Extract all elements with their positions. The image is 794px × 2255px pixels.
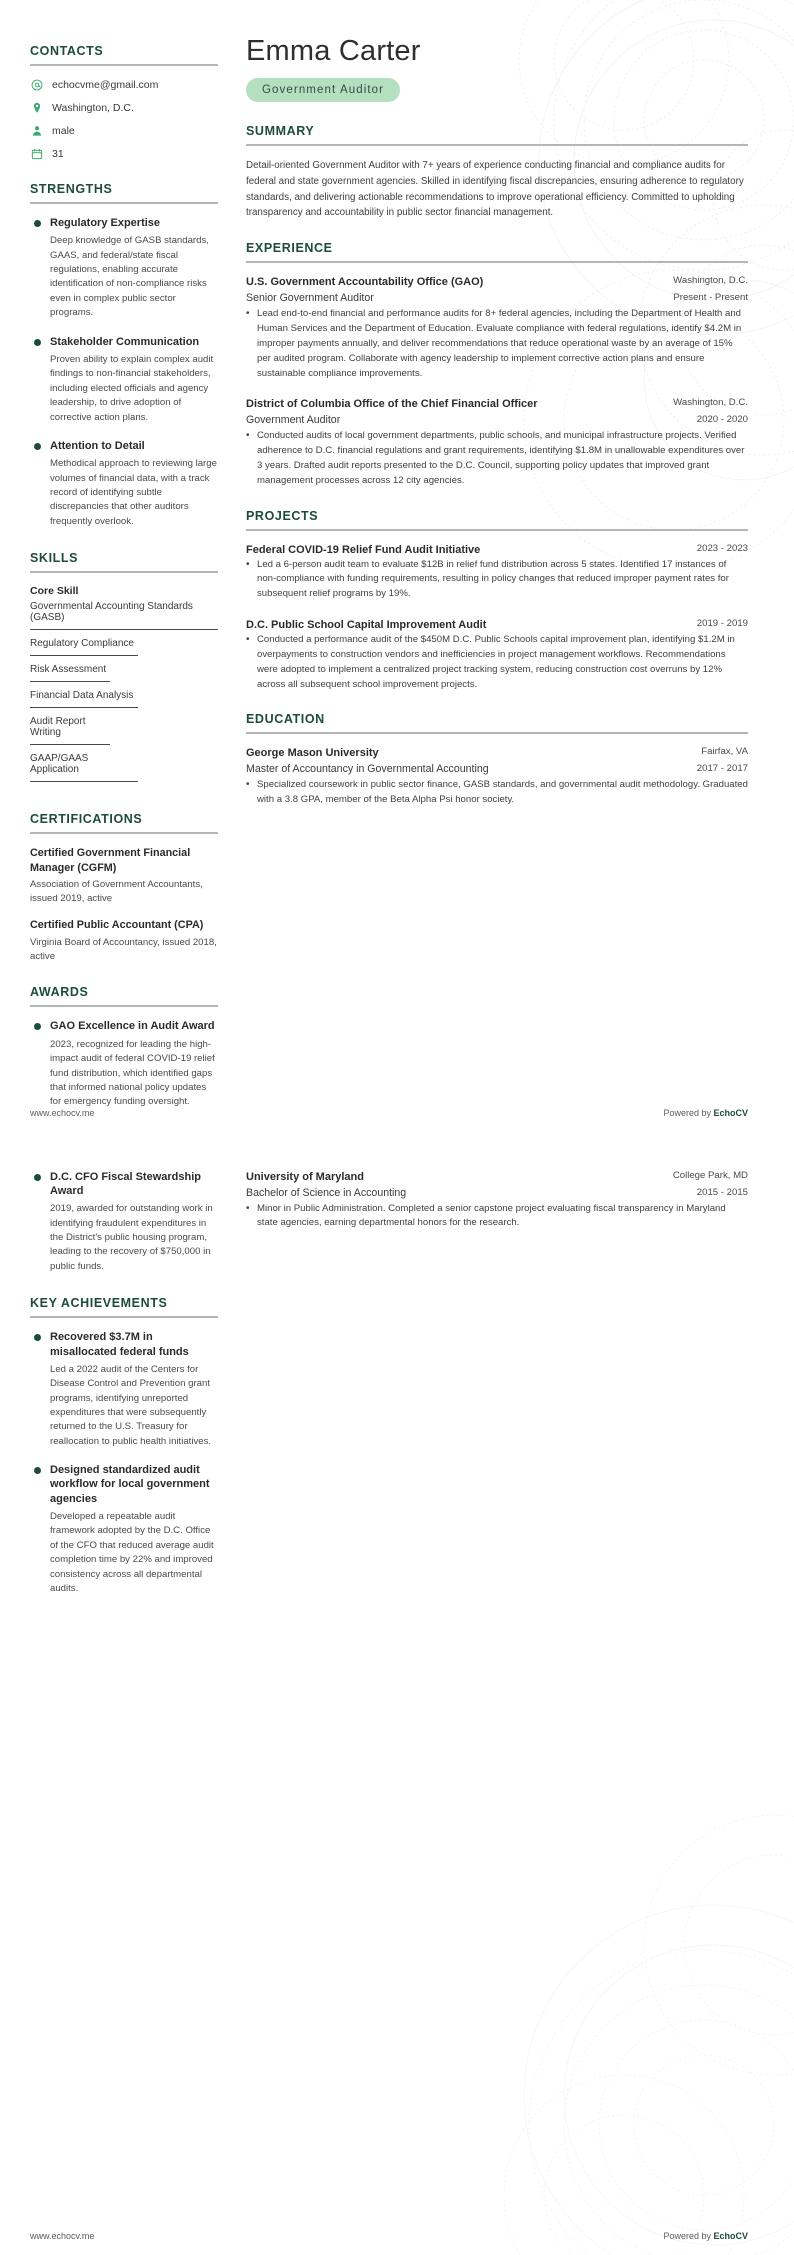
certification-item xyxy=(30,918,218,963)
award-desc: 2019, awarded for outstanding work in identifying fraudulent expenditures in the District's public housing program, leading to the recovery of $750,000 in public funds. xyxy=(50,1203,213,1272)
experience-role: Government Auditor xyxy=(246,414,341,427)
summary-text: Detail-oriented Government Auditor with 7+ years of experience conducting financial and compliance audits for federal and state government agencies. Skilled in identifying fiscal discrepancies, ensuring adherence to regulatory standards, and delivering actionable recommendations to improve operational efficiency. Committed to upholding transparency and accountability in public sector financial management. xyxy=(246,159,744,219)
education-entry xyxy=(246,746,748,808)
project-title: Federal COVID-19 Relief Fund Audit Initiative xyxy=(246,543,481,556)
education-degree: Bachelor of Science in Accounting xyxy=(246,1186,407,1199)
strength-desc: Deep knowledge of GASB standards, GAAS, and federal/state fiscal regulations, enabling accurate identification of non-compliance risks even in complex public sector programs. xyxy=(50,235,209,319)
contact-email[interactable] xyxy=(30,78,218,91)
contact-age xyxy=(30,147,218,160)
skill-chip: Audit Report Writing xyxy=(30,716,110,745)
core-skill-value: Governmental Accounting Standards (GASB) xyxy=(30,601,218,630)
key-achievement-desc: Developed a repeatable audit framework adopted by the D.C. Office of the CFO that reduced average audit completion time by 22% and improved consistency across all departmental audits. xyxy=(50,1511,214,1595)
certification-title: Certified Public Accountant (CPA) xyxy=(30,919,204,932)
experience-bullets xyxy=(246,307,748,381)
section-divider xyxy=(246,529,748,531)
section-divider xyxy=(246,732,748,734)
certifications-heading: CERTIFICATIONS xyxy=(30,812,143,827)
sidebar-page-2 xyxy=(0,1132,232,1619)
project-bullets xyxy=(246,633,748,692)
section-divider xyxy=(30,832,218,834)
skills-heading: SKILLS xyxy=(30,551,79,566)
section-divider xyxy=(30,64,218,66)
awards-section xyxy=(30,985,218,1109)
experience-heading: EXPERIENCE xyxy=(246,241,333,256)
footer-brand-name: EchoCV xyxy=(713,2230,748,2241)
certification-title: Certified Government Financial Manager (CGFM) xyxy=(30,847,191,874)
contact-location-value: Washington, D.C. xyxy=(52,101,134,114)
resume-page-2 xyxy=(0,1132,794,2255)
experience-location: Washington, D.C. xyxy=(673,397,748,409)
project-dates: 2019 - 2019 xyxy=(696,618,748,630)
summary-heading: SUMMARY xyxy=(246,123,315,138)
education-bullet: • Specialized coursework in public sector finance, GASB standards, and governmental audit methodology. Graduated with a 3.8 GPA, member of the Beta Alpha Psi honor society. xyxy=(246,778,748,808)
skill-chip: Risk Assessment xyxy=(30,664,110,682)
education-heading: EDUCATION xyxy=(246,712,325,727)
award-title: GAO Excellence in Audit Award xyxy=(50,1020,215,1033)
project-bullets xyxy=(246,558,748,603)
footer-site[interactable]: www.echocv.me xyxy=(30,1107,95,1118)
award-item xyxy=(30,1170,218,1275)
strength-item xyxy=(30,439,218,529)
key-achievement-item xyxy=(30,1463,218,1596)
key-achievement-item xyxy=(30,1330,218,1449)
section-divider xyxy=(246,144,748,146)
education-location: College Park, MD xyxy=(672,1169,748,1181)
certification-sub: Virginia Board of Accountancy, issued 2018, active xyxy=(30,936,217,962)
education-dates: 2015 - 2015 xyxy=(696,1186,748,1198)
experience-org: U.S. Government Accountability Office (GAO) xyxy=(246,276,484,289)
project-title: D.C. Public School Capital Improvement Audit xyxy=(246,619,487,632)
skills-section xyxy=(30,551,218,790)
education-bullet: • Minor in Public Administration. Completed a senior capstone project evaluating fiscal transparency in Maryland state agencies, earning departmental honors for the research. xyxy=(246,1202,748,1232)
core-skill-label: Core Skill xyxy=(30,585,79,598)
contact-gender-value: male xyxy=(52,124,75,137)
experience-bullets xyxy=(246,429,748,488)
skill-chip: Regulatory Compliance xyxy=(30,638,138,656)
footer-brand xyxy=(663,2231,748,2241)
education-dates: 2017 - 2017 xyxy=(696,763,748,775)
strength-title: Attention to Detail xyxy=(50,439,145,452)
education-section xyxy=(246,712,748,808)
education-org: George Mason University xyxy=(246,747,379,760)
skill-chip-grid xyxy=(30,638,218,790)
award-title: D.C. CFO Fiscal Stewardship Award xyxy=(50,1170,201,1197)
strength-title: Stakeholder Communication xyxy=(50,335,200,348)
strength-title: Regulatory Expertise xyxy=(50,217,161,229)
calendar-icon xyxy=(30,147,43,160)
page-title: Emma Carter xyxy=(246,35,421,67)
contact-email-value: echocvme@gmail.com xyxy=(52,78,159,91)
section-divider xyxy=(30,1316,218,1318)
location-pin-icon xyxy=(30,101,43,114)
section-divider xyxy=(30,1005,218,1007)
main-column xyxy=(232,0,794,1132)
strength-desc: Proven ability to explain complex audit findings to non-financial stakeholders, including elected officials and agency leadership, to drive adoption of corrective action plans. xyxy=(50,353,214,423)
section-divider xyxy=(30,202,218,204)
footer-site[interactable]: www.echocv.me xyxy=(30,2230,95,2241)
education-bullets xyxy=(246,1202,748,1232)
key-achievement-title: Recovered $3.7M in misallocated federal funds xyxy=(50,1331,189,1358)
education-location: Fairfax, VA xyxy=(701,746,748,758)
education-continued-section xyxy=(246,1170,748,1232)
certification-sub: Association of Government Accountants, issued 2019, active xyxy=(30,879,203,905)
project-entry xyxy=(246,543,748,602)
certification-item xyxy=(30,846,218,906)
strength-item xyxy=(30,216,218,321)
awards-continued-section xyxy=(30,1170,218,1275)
project-bullet: • Led a 6-person audit team to evaluate $12B in relief fund distribution across 5 states. Identified 17 instances of non-compliance with funding requirements, resulting in policy changes that reduced improper payment rates for subsequent relief programs by 19%. xyxy=(246,558,748,603)
key-achievements-section xyxy=(30,1296,218,1596)
experience-location: Washington, D.C. xyxy=(673,275,748,287)
experience-org: District of Columbia Office of the Chief Financial Officer xyxy=(246,398,538,411)
summary-section xyxy=(246,124,748,221)
skill-chip: Financial Data Analysis xyxy=(30,690,138,708)
project-dates: 2023 - 2023 xyxy=(696,542,748,554)
experience-dates: 2020 - 2020 xyxy=(696,414,748,426)
footer-powered-prefix: Powered by xyxy=(663,2230,714,2241)
experience-dates: Present - Present xyxy=(673,292,748,304)
page-footer xyxy=(0,1108,794,1132)
awards-heading: AWARDS xyxy=(30,985,89,1000)
education-org: University of Maryland xyxy=(246,1170,364,1183)
strengths-heading: STRENGTHS xyxy=(30,182,113,196)
education-bullets xyxy=(246,778,748,808)
key-achievements-heading: KEY ACHIEVEMENTS xyxy=(30,1296,168,1311)
award-item xyxy=(30,1019,218,1109)
skill-chip: GAAP/GAAS Application xyxy=(30,753,138,782)
footer-powered-prefix: Powered by xyxy=(663,1107,714,1118)
page-footer xyxy=(0,2231,794,2255)
award-desc: 2023, recognized for leading the high-impact audit of federal COVID-19 relief fund distribution, which identified gaps that informed national policy updates for emergency funding oversight. xyxy=(50,1038,215,1108)
section-divider xyxy=(30,571,218,573)
sidebar xyxy=(0,0,232,1132)
email-icon xyxy=(30,78,43,91)
strength-item xyxy=(30,335,218,425)
key-achievement-title: Designed standardized audit workflow for local government agencies xyxy=(50,1464,210,1505)
experience-entry xyxy=(246,397,748,488)
decorative-swirl-bottom xyxy=(374,1695,794,2255)
experience-bullet: • Conducted audits of local government departments, public schools, and municipal infrastructure projects. Verified adherence to D.C. financial regulations and grant requirements, identifying $1.8M in unallowable expenditures over 3 years. Drafted audit reports presented to the D.C. Council, supporting policy updates that improved grant management processes across 12 city agencies. xyxy=(246,429,748,488)
role-badge: Government Auditor xyxy=(246,78,400,102)
contact-age-value: 31 xyxy=(52,147,64,160)
contacts-section xyxy=(30,44,218,160)
key-achievement-desc: Led a 2022 audit of the Centers for Disease Control and Prevention grant programs, identifying unreported expenditures that were subsequently returned to the U.S. Treasury for reallocation to public health initiatives. xyxy=(50,1363,212,1447)
education-entry xyxy=(246,1170,748,1232)
projects-section xyxy=(246,509,748,693)
project-entry xyxy=(246,618,748,692)
experience-bullet: • Lead end-to-end financial and performance audits for 8+ federal agencies, including the Department of Health and Human Services and the Department of Education. Evaluate compliance with federal regulations, identify $4.2M in improper payments annually, and deliver recommendations that reduce operational waste by an average of 15% per audited program. Collaborate with agency leadership to implement corrective action plans and ensure sustainable compliance improvements. xyxy=(246,307,748,381)
experience-role: Senior Government Auditor xyxy=(246,292,374,305)
experience-entry xyxy=(246,275,748,381)
strength-desc: Methodical approach to reviewing large volumes of financial data, with a track record of identifying subtle discrepancies that other auditors frequently overlook. xyxy=(50,458,217,527)
project-bullet: • Conducted a performance audit of the $450M D.C. Public Schools capital improvement plan, identifying $1.2M in overpayments to construction vendors and inefficiencies in project management workflows. Recommendations were adopted to implement a centralized project tracking system, reducing construction cost overruns by 12% across all subsequent school improvement projects. xyxy=(246,633,748,692)
main-column-page-2 xyxy=(232,1132,794,1619)
section-divider xyxy=(246,261,748,263)
footer-brand xyxy=(663,1108,748,1118)
contact-gender xyxy=(30,124,218,137)
contacts-heading: CONTACTS xyxy=(30,44,104,58)
footer-brand-name: EchoCV xyxy=(713,1107,748,1118)
projects-heading: PROJECTS xyxy=(246,508,319,523)
person-icon xyxy=(30,124,43,137)
certifications-section xyxy=(30,812,218,963)
contact-location xyxy=(30,101,218,114)
education-degree: Master of Accountancy in Governmental Accounting xyxy=(246,763,489,776)
experience-section xyxy=(246,241,748,488)
strengths-section xyxy=(30,182,218,529)
